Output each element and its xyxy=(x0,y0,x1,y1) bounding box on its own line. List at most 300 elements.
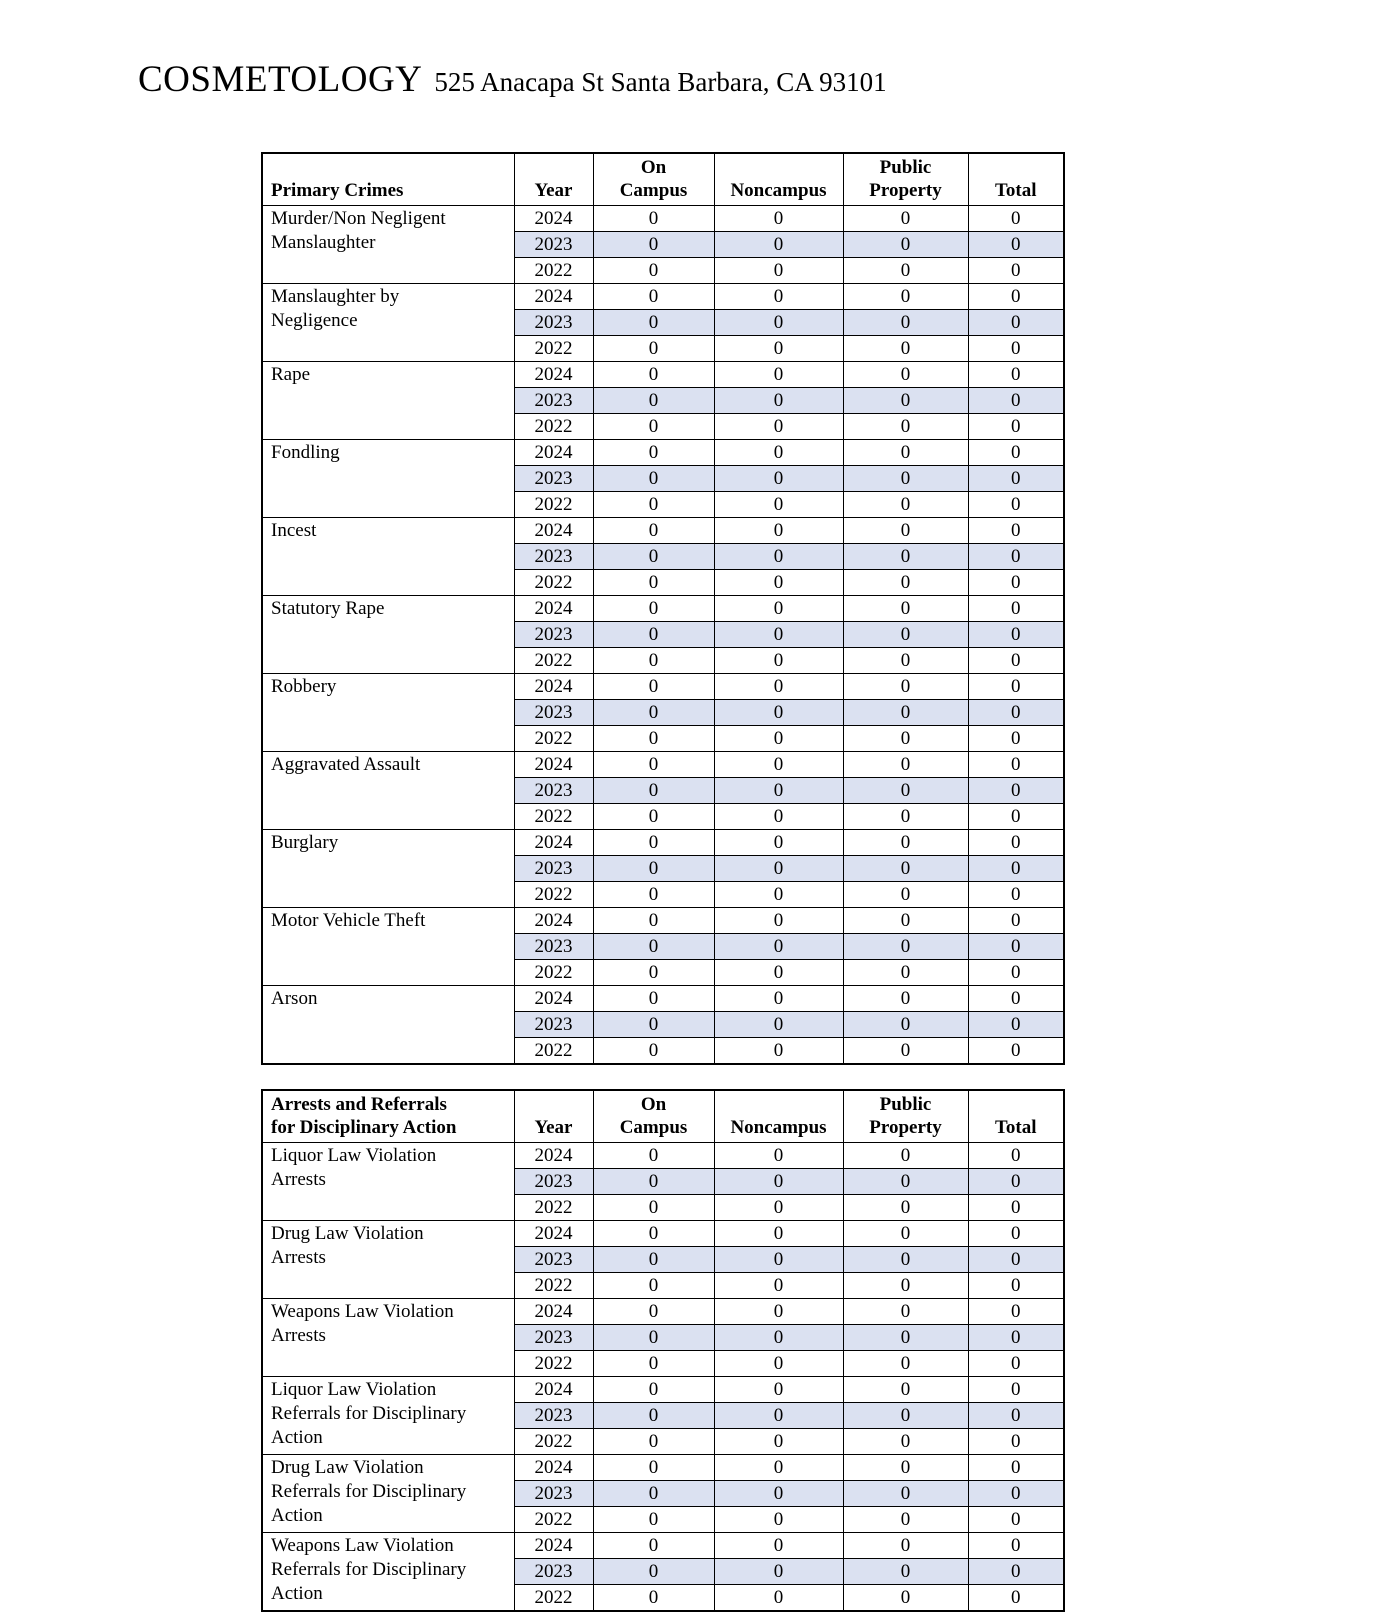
public-property-value-cell: 0 xyxy=(843,518,968,544)
table-row xyxy=(262,518,1064,544)
column-header-cell xyxy=(968,1090,1064,1143)
noncampus-value-cell: 0 xyxy=(714,830,843,856)
total-value-cell: 0 xyxy=(968,856,1064,882)
table-row xyxy=(262,752,1064,778)
text-line: Primary Crimes xyxy=(271,180,404,201)
total-value-cell: 0 xyxy=(968,1247,1064,1273)
column-header-cell xyxy=(593,153,714,206)
text-line: Burglary xyxy=(271,832,339,853)
on-campus-value-cell: 0 xyxy=(593,388,714,414)
year-cell: 2022 xyxy=(514,1507,593,1533)
on-campus-value-cell: 0 xyxy=(593,492,714,518)
on-campus-value-cell: 0 xyxy=(593,622,714,648)
text-line: Statutory Rape xyxy=(271,598,385,619)
column-header-cell xyxy=(514,1090,593,1143)
on-campus-value-cell: 0 xyxy=(593,726,714,752)
column-header-cell xyxy=(968,153,1064,206)
public-property-value-cell: 0 xyxy=(843,1481,968,1507)
text-line: Drug Law Violation xyxy=(271,1457,424,1478)
row-label-cell xyxy=(262,1377,514,1455)
total-value-cell: 0 xyxy=(968,908,1064,934)
row-label-cell xyxy=(262,674,514,752)
total-value-cell: 0 xyxy=(968,1273,1064,1299)
on-campus-value-cell: 0 xyxy=(593,1325,714,1351)
public-property-value-cell: 0 xyxy=(843,440,968,466)
total-value-cell: 0 xyxy=(968,1377,1064,1403)
text-line: On xyxy=(640,157,667,178)
year-cell: 2023 xyxy=(514,1559,593,1585)
year-cell: 2022 xyxy=(514,1429,593,1455)
text-line: Action xyxy=(271,1427,323,1448)
noncampus-value-cell: 0 xyxy=(714,570,843,596)
year-cell: 2022 xyxy=(514,570,593,596)
on-campus-value-cell: 0 xyxy=(593,1403,714,1429)
table-row xyxy=(262,674,1064,700)
on-campus-value-cell: 0 xyxy=(593,1455,714,1481)
public-property-value-cell: 0 xyxy=(843,1403,968,1429)
noncampus-value-cell: 0 xyxy=(714,336,843,362)
year-cell: 2023 xyxy=(514,1325,593,1351)
public-property-value-cell: 0 xyxy=(843,206,968,232)
on-campus-value-cell: 0 xyxy=(593,752,714,778)
total-value-cell: 0 xyxy=(968,648,1064,674)
year-cell: 2023 xyxy=(514,232,593,258)
noncampus-value-cell: 0 xyxy=(714,1038,843,1065)
year-cell: 2024 xyxy=(514,674,593,700)
total-value-cell: 0 xyxy=(968,258,1064,284)
noncampus-value-cell: 0 xyxy=(714,440,843,466)
on-campus-value-cell: 0 xyxy=(593,466,714,492)
table-row xyxy=(262,1455,1064,1481)
row-label-cell xyxy=(262,1533,514,1612)
year-cell: 2022 xyxy=(514,1585,593,1612)
year-cell: 2023 xyxy=(514,1012,593,1038)
total-value-cell: 0 xyxy=(968,882,1064,908)
total-value-cell: 0 xyxy=(968,1429,1064,1455)
text-line: Public xyxy=(879,1094,932,1115)
public-property-value-cell: 0 xyxy=(843,232,968,258)
total-value-cell: 0 xyxy=(968,622,1064,648)
year-cell: 2024 xyxy=(514,1533,593,1559)
on-campus-value-cell: 0 xyxy=(593,362,714,388)
public-property-value-cell: 0 xyxy=(843,492,968,518)
on-campus-value-cell: 0 xyxy=(593,1038,714,1065)
table-row xyxy=(262,1533,1064,1559)
text-line: Action xyxy=(271,1583,323,1604)
noncampus-value-cell: 0 xyxy=(714,648,843,674)
total-value-cell: 0 xyxy=(968,466,1064,492)
public-property-value-cell: 0 xyxy=(843,1221,968,1247)
table-row xyxy=(262,830,1064,856)
public-property-value-cell: 0 xyxy=(843,830,968,856)
noncampus-value-cell: 0 xyxy=(714,1507,843,1533)
public-property-value-cell: 0 xyxy=(843,284,968,310)
text-line: Arrests and Referrals xyxy=(271,1094,447,1115)
row-label-cell xyxy=(262,908,514,986)
noncampus-value-cell: 0 xyxy=(714,1533,843,1559)
noncampus-value-cell: 0 xyxy=(714,1325,843,1351)
year-cell: 2024 xyxy=(514,830,593,856)
total-value-cell: 0 xyxy=(968,440,1064,466)
noncampus-value-cell: 0 xyxy=(714,206,843,232)
school-name: COSMETOLOGY xyxy=(138,59,423,100)
text-line: Total xyxy=(994,180,1037,201)
public-property-value-cell: 0 xyxy=(843,1585,968,1612)
on-campus-value-cell: 0 xyxy=(593,674,714,700)
year-cell: 2023 xyxy=(514,310,593,336)
total-value-cell: 0 xyxy=(968,1585,1064,1612)
text-line: Motor Vehicle Theft xyxy=(271,910,426,931)
year-cell: 2024 xyxy=(514,1455,593,1481)
year-cell: 2022 xyxy=(514,1195,593,1221)
public-property-value-cell: 0 xyxy=(843,1299,968,1325)
public-property-value-cell: 0 xyxy=(843,986,968,1012)
public-property-value-cell: 0 xyxy=(843,596,968,622)
public-property-value-cell: 0 xyxy=(843,466,968,492)
public-property-value-cell: 0 xyxy=(843,1038,968,1065)
noncampus-value-cell: 0 xyxy=(714,1351,843,1377)
total-value-cell: 0 xyxy=(968,1195,1064,1221)
year-cell: 2022 xyxy=(514,882,593,908)
total-value-cell: 0 xyxy=(968,752,1064,778)
on-campus-value-cell: 0 xyxy=(593,1221,714,1247)
year-cell: 2022 xyxy=(514,1351,593,1377)
column-header-cell xyxy=(843,1090,968,1143)
public-property-value-cell: 0 xyxy=(843,414,968,440)
on-campus-value-cell: 0 xyxy=(593,310,714,336)
noncampus-value-cell: 0 xyxy=(714,726,843,752)
noncampus-value-cell: 0 xyxy=(714,700,843,726)
row-label-cell xyxy=(262,284,514,362)
year-cell: 2024 xyxy=(514,1143,593,1169)
total-value-cell: 0 xyxy=(968,986,1064,1012)
on-campus-value-cell: 0 xyxy=(593,544,714,570)
noncampus-value-cell: 0 xyxy=(714,414,843,440)
noncampus-value-cell: 0 xyxy=(714,1169,843,1195)
public-property-value-cell: 0 xyxy=(843,336,968,362)
total-value-cell: 0 xyxy=(968,778,1064,804)
text-line: Manslaughter by xyxy=(271,286,400,307)
total-value-cell: 0 xyxy=(968,1481,1064,1507)
text-line: Year xyxy=(534,180,573,201)
total-value-cell: 0 xyxy=(968,726,1064,752)
total-value-cell: 0 xyxy=(968,388,1064,414)
total-value-cell: 0 xyxy=(968,362,1064,388)
noncampus-value-cell: 0 xyxy=(714,1429,843,1455)
on-campus-value-cell: 0 xyxy=(593,1377,714,1403)
public-property-value-cell: 0 xyxy=(843,1455,968,1481)
table-row xyxy=(262,206,1064,232)
total-value-cell: 0 xyxy=(968,700,1064,726)
school-address: 525 Anacapa St Santa Barbara, CA 93101 xyxy=(434,67,887,97)
text-line: Public xyxy=(879,157,932,178)
year-cell: 2024 xyxy=(514,206,593,232)
noncampus-value-cell: 0 xyxy=(714,622,843,648)
public-property-value-cell: 0 xyxy=(843,1247,968,1273)
on-campus-value-cell: 0 xyxy=(593,284,714,310)
public-property-value-cell: 0 xyxy=(843,362,968,388)
year-cell: 2023 xyxy=(514,1247,593,1273)
year-cell: 2023 xyxy=(514,388,593,414)
public-property-value-cell: 0 xyxy=(843,934,968,960)
year-cell: 2024 xyxy=(514,518,593,544)
year-cell: 2022 xyxy=(514,1038,593,1065)
noncampus-value-cell: 0 xyxy=(714,882,843,908)
noncampus-value-cell: 0 xyxy=(714,518,843,544)
noncampus-value-cell: 0 xyxy=(714,1012,843,1038)
public-property-value-cell: 0 xyxy=(843,1195,968,1221)
total-value-cell: 0 xyxy=(968,570,1064,596)
row-label-cell xyxy=(262,440,514,518)
on-campus-value-cell: 0 xyxy=(593,778,714,804)
noncampus-value-cell: 0 xyxy=(714,1143,843,1169)
total-value-cell: 0 xyxy=(968,1169,1064,1195)
total-value-cell: 0 xyxy=(968,1221,1064,1247)
public-property-value-cell: 0 xyxy=(843,388,968,414)
public-property-value-cell: 0 xyxy=(843,908,968,934)
on-campus-value-cell: 0 xyxy=(593,1247,714,1273)
noncampus-value-cell: 0 xyxy=(714,986,843,1012)
text-line: Manslaughter xyxy=(271,232,376,253)
on-campus-value-cell: 0 xyxy=(593,518,714,544)
year-cell: 2022 xyxy=(514,1273,593,1299)
text-line: Arrests xyxy=(271,1169,326,1190)
total-value-cell: 0 xyxy=(968,232,1064,258)
text-line: Murder/Non Negligent xyxy=(271,208,446,229)
total-value-cell: 0 xyxy=(968,518,1064,544)
table-row xyxy=(262,1143,1064,1169)
year-cell: 2022 xyxy=(514,336,593,362)
noncampus-value-cell: 0 xyxy=(714,960,843,986)
noncampus-value-cell: 0 xyxy=(714,362,843,388)
noncampus-value-cell: 0 xyxy=(714,1247,843,1273)
year-cell: 2023 xyxy=(514,466,593,492)
text-line: Fondling xyxy=(271,442,340,463)
noncampus-value-cell: 0 xyxy=(714,674,843,700)
public-property-value-cell: 0 xyxy=(843,1273,968,1299)
year-cell: 2022 xyxy=(514,960,593,986)
year-cell: 2022 xyxy=(514,726,593,752)
row-label-cell xyxy=(262,1221,514,1299)
on-campus-value-cell: 0 xyxy=(593,804,714,830)
total-value-cell: 0 xyxy=(968,1299,1064,1325)
column-header-cell xyxy=(714,153,843,206)
public-property-value-cell: 0 xyxy=(843,674,968,700)
public-property-value-cell: 0 xyxy=(843,310,968,336)
table-title-cell xyxy=(262,1090,514,1143)
text-line: Referrals for Disciplinary xyxy=(271,1481,467,1502)
year-cell: 2023 xyxy=(514,544,593,570)
noncampus-value-cell: 0 xyxy=(714,934,843,960)
public-property-value-cell: 0 xyxy=(843,544,968,570)
text-line: Drug Law Violation xyxy=(271,1223,424,1244)
noncampus-value-cell: 0 xyxy=(714,596,843,622)
on-campus-value-cell: 0 xyxy=(593,440,714,466)
public-property-value-cell: 0 xyxy=(843,570,968,596)
public-property-value-cell: 0 xyxy=(843,752,968,778)
year-cell: 2024 xyxy=(514,1299,593,1325)
on-campus-value-cell: 0 xyxy=(593,336,714,362)
text-line: Liquor Law Violation xyxy=(271,1145,437,1166)
total-value-cell: 0 xyxy=(968,1403,1064,1429)
year-cell: 2023 xyxy=(514,934,593,960)
noncampus-value-cell: 0 xyxy=(714,908,843,934)
on-campus-value-cell: 0 xyxy=(593,1481,714,1507)
on-campus-value-cell: 0 xyxy=(593,908,714,934)
text-line: Negligence xyxy=(271,310,358,331)
total-value-cell: 0 xyxy=(968,544,1064,570)
on-campus-value-cell: 0 xyxy=(593,856,714,882)
on-campus-value-cell: 0 xyxy=(593,1559,714,1585)
text-line: Action xyxy=(271,1505,323,1526)
primary-crimes-table xyxy=(261,152,1065,1065)
table-row xyxy=(262,284,1064,310)
table-row xyxy=(262,362,1064,388)
on-campus-value-cell: 0 xyxy=(593,1507,714,1533)
on-campus-value-cell: 0 xyxy=(593,934,714,960)
row-label-cell xyxy=(262,830,514,908)
total-value-cell: 0 xyxy=(968,206,1064,232)
text-line: Arson xyxy=(271,988,318,1009)
on-campus-value-cell: 0 xyxy=(593,206,714,232)
text-line: Arrests xyxy=(271,1247,326,1268)
table-row xyxy=(262,596,1064,622)
noncampus-value-cell: 0 xyxy=(714,492,843,518)
on-campus-value-cell: 0 xyxy=(593,1351,714,1377)
year-cell: 2023 xyxy=(514,700,593,726)
public-property-value-cell: 0 xyxy=(843,1325,968,1351)
public-property-value-cell: 0 xyxy=(843,1559,968,1585)
year-cell: 2023 xyxy=(514,622,593,648)
noncampus-value-cell: 0 xyxy=(714,1195,843,1221)
public-property-value-cell: 0 xyxy=(843,856,968,882)
noncampus-value-cell: 0 xyxy=(714,1221,843,1247)
noncampus-value-cell: 0 xyxy=(714,804,843,830)
text-line: Arrests xyxy=(271,1325,326,1346)
noncampus-value-cell: 0 xyxy=(714,1299,843,1325)
on-campus-value-cell: 0 xyxy=(593,1169,714,1195)
on-campus-value-cell: 0 xyxy=(593,414,714,440)
column-header-cell xyxy=(843,153,968,206)
public-property-value-cell: 0 xyxy=(843,1351,968,1377)
noncampus-value-cell: 0 xyxy=(714,388,843,414)
year-cell: 2024 xyxy=(514,440,593,466)
text-line: Weapons Law Violation xyxy=(271,1535,454,1556)
public-property-value-cell: 0 xyxy=(843,1377,968,1403)
total-value-cell: 0 xyxy=(968,336,1064,362)
public-property-value-cell: 0 xyxy=(843,960,968,986)
text-line: Property xyxy=(869,180,942,201)
total-value-cell: 0 xyxy=(968,310,1064,336)
public-property-value-cell: 0 xyxy=(843,882,968,908)
year-cell: 2024 xyxy=(514,908,593,934)
on-campus-value-cell: 0 xyxy=(593,1533,714,1559)
text-line: Robbery xyxy=(271,676,337,697)
noncampus-value-cell: 0 xyxy=(714,856,843,882)
total-value-cell: 0 xyxy=(968,492,1064,518)
total-value-cell: 0 xyxy=(968,1455,1064,1481)
year-cell: 2024 xyxy=(514,1377,593,1403)
year-cell: 2024 xyxy=(514,284,593,310)
noncampus-value-cell: 0 xyxy=(714,258,843,284)
year-cell: 2022 xyxy=(514,258,593,284)
total-value-cell: 0 xyxy=(968,1038,1064,1065)
column-header-cell xyxy=(714,1090,843,1143)
total-value-cell: 0 xyxy=(968,1507,1064,1533)
total-value-cell: 0 xyxy=(968,1533,1064,1559)
public-property-value-cell: 0 xyxy=(843,258,968,284)
public-property-value-cell: 0 xyxy=(843,1143,968,1169)
total-value-cell: 0 xyxy=(968,674,1064,700)
on-campus-value-cell: 0 xyxy=(593,596,714,622)
arrests-referrals-table xyxy=(261,1089,1065,1612)
total-value-cell: 0 xyxy=(968,830,1064,856)
public-property-value-cell: 0 xyxy=(843,1012,968,1038)
table-gap xyxy=(261,1065,1065,1089)
total-value-cell: 0 xyxy=(968,1012,1064,1038)
row-label-cell xyxy=(262,1143,514,1221)
text-line: Referrals for Disciplinary xyxy=(271,1403,467,1424)
year-cell: 2024 xyxy=(514,986,593,1012)
page-title xyxy=(138,58,887,101)
header-row xyxy=(262,1090,1064,1143)
text-line: for Disciplinary Action xyxy=(271,1117,457,1138)
noncampus-value-cell: 0 xyxy=(714,544,843,570)
noncampus-value-cell: 0 xyxy=(714,778,843,804)
text-line: Weapons Law Violation xyxy=(271,1301,454,1322)
on-campus-value-cell: 0 xyxy=(593,1195,714,1221)
row-label-cell xyxy=(262,986,514,1065)
public-property-value-cell: 0 xyxy=(843,1169,968,1195)
year-cell: 2024 xyxy=(514,362,593,388)
public-property-value-cell: 0 xyxy=(843,778,968,804)
noncampus-value-cell: 0 xyxy=(714,1273,843,1299)
noncampus-value-cell: 0 xyxy=(714,466,843,492)
text-line: Property xyxy=(869,1117,942,1138)
row-label-cell xyxy=(262,596,514,674)
public-property-value-cell: 0 xyxy=(843,1507,968,1533)
noncampus-value-cell: 0 xyxy=(714,1481,843,1507)
table-row xyxy=(262,908,1064,934)
total-value-cell: 0 xyxy=(968,1351,1064,1377)
tables-container xyxy=(261,152,1065,1612)
total-value-cell: 0 xyxy=(968,1559,1064,1585)
on-campus-value-cell: 0 xyxy=(593,986,714,1012)
text-line: Year xyxy=(534,1117,573,1138)
header-row xyxy=(262,153,1064,206)
year-cell: 2024 xyxy=(514,596,593,622)
total-value-cell: 0 xyxy=(968,284,1064,310)
public-property-value-cell: 0 xyxy=(843,726,968,752)
on-campus-value-cell: 0 xyxy=(593,700,714,726)
noncampus-value-cell: 0 xyxy=(714,1585,843,1612)
text-line: Noncampus xyxy=(730,1117,827,1138)
public-property-value-cell: 0 xyxy=(843,1533,968,1559)
total-value-cell: 0 xyxy=(968,414,1064,440)
on-campus-value-cell: 0 xyxy=(593,232,714,258)
public-property-value-cell: 0 xyxy=(843,1429,968,1455)
year-cell: 2022 xyxy=(514,414,593,440)
text-line: Incest xyxy=(271,520,317,541)
row-label-cell xyxy=(262,206,514,284)
on-campus-value-cell: 0 xyxy=(593,1299,714,1325)
year-cell: 2022 xyxy=(514,492,593,518)
public-property-value-cell: 0 xyxy=(843,648,968,674)
on-campus-value-cell: 0 xyxy=(593,960,714,986)
year-cell: 2024 xyxy=(514,752,593,778)
column-header-cell xyxy=(514,153,593,206)
total-value-cell: 0 xyxy=(968,804,1064,830)
